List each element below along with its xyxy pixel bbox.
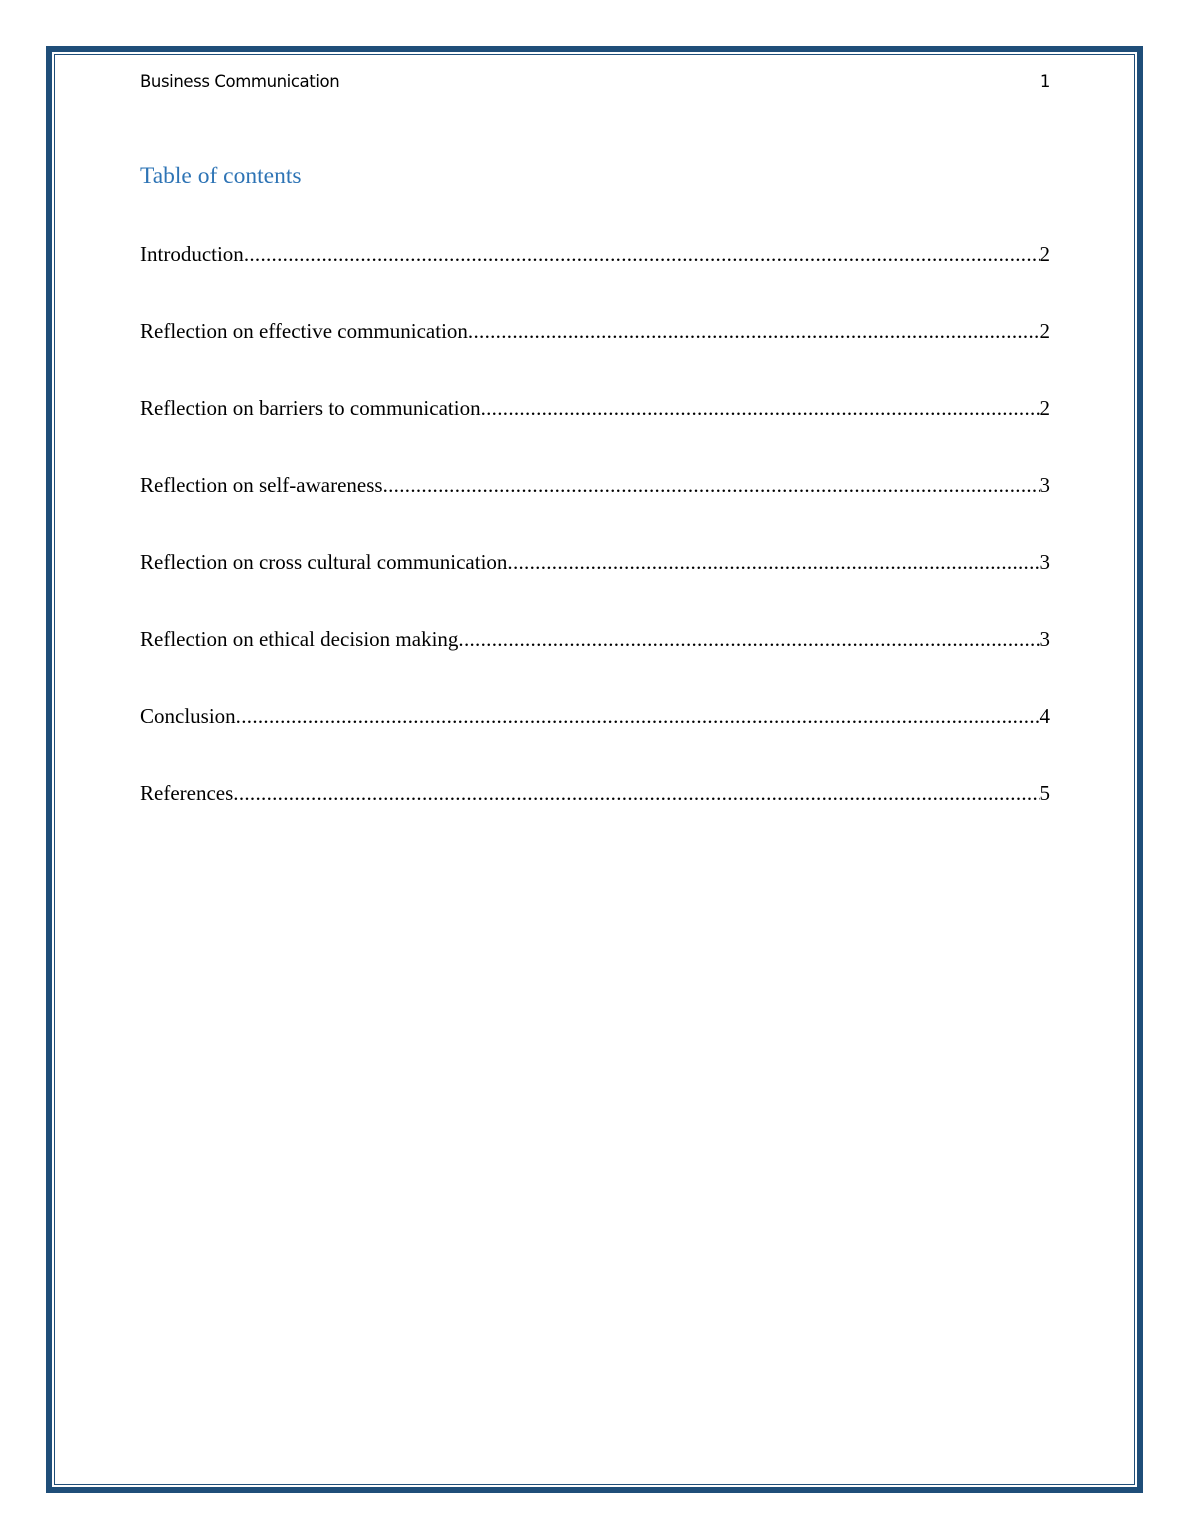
toc-entry-page: 3 bbox=[1039, 550, 1050, 574]
toc-entry-effective-communication[interactable] bbox=[140, 317, 1050, 394]
toc-entry-self-awareness[interactable] bbox=[140, 471, 1050, 548]
toc-entry-label: Reflection on effective communication bbox=[140, 319, 468, 343]
page-header bbox=[140, 72, 1050, 96]
toc-entry-references[interactable] bbox=[140, 779, 1050, 856]
dot-leader bbox=[236, 702, 1040, 730]
toc-entry-page: 5 bbox=[1039, 781, 1050, 805]
toc-list bbox=[140, 240, 1050, 856]
toc-entry-conclusion[interactable] bbox=[140, 702, 1050, 779]
toc-entry-label: Reflection on self-awareness bbox=[140, 473, 383, 497]
dot-leader bbox=[481, 394, 1040, 422]
toc-entry-cross-cultural[interactable] bbox=[140, 548, 1050, 625]
header-page-number: 1 bbox=[1039, 72, 1050, 91]
toc-entry-label: Introduction bbox=[140, 242, 244, 266]
toc-heading: Table of contents bbox=[140, 163, 302, 189]
header-title: Business Communication bbox=[140, 72, 340, 91]
toc-entry-page: 2 bbox=[1039, 242, 1050, 266]
toc-entry-label: Reflection on cross cultural communication bbox=[140, 550, 508, 574]
dot-leader bbox=[383, 471, 1040, 499]
dot-leader bbox=[244, 240, 1040, 268]
toc-entry-page: 3 bbox=[1039, 627, 1050, 651]
toc-entry-label: Reflection on barriers to communication bbox=[140, 396, 481, 420]
toc-entry-label: Reflection on ethical decision making bbox=[140, 627, 459, 651]
toc-entry-page: 3 bbox=[1039, 473, 1050, 497]
toc-entry-page: 4 bbox=[1039, 704, 1050, 728]
toc-entry-label: Conclusion bbox=[140, 704, 236, 728]
dot-leader bbox=[233, 779, 1039, 807]
dot-leader bbox=[458, 625, 1039, 653]
toc-entry-barriers[interactable] bbox=[140, 394, 1050, 471]
dot-leader bbox=[507, 548, 1039, 576]
toc-entry-label: References bbox=[140, 781, 234, 805]
toc-entry-page: 2 bbox=[1039, 396, 1050, 420]
toc-entry-ethical-decision[interactable] bbox=[140, 625, 1050, 702]
toc-entry-introduction[interactable] bbox=[140, 240, 1050, 317]
toc-entry-page: 2 bbox=[1039, 319, 1050, 343]
dot-leader bbox=[468, 317, 1040, 345]
